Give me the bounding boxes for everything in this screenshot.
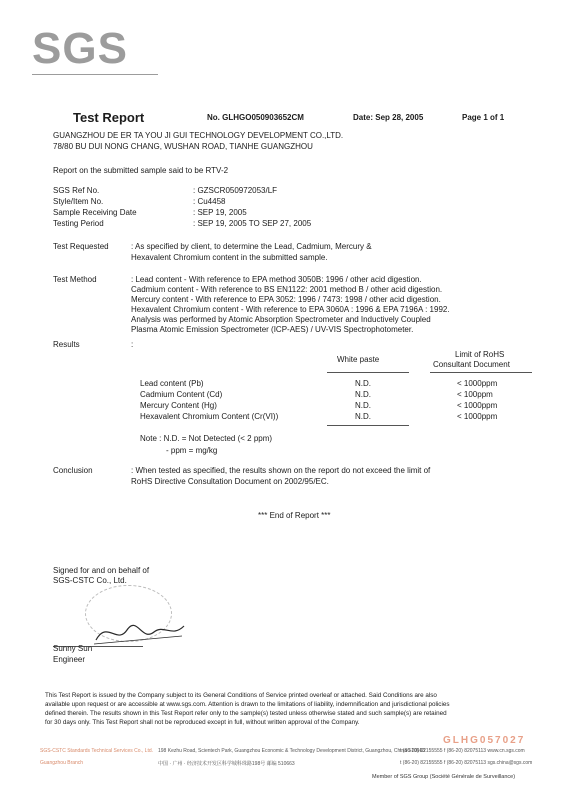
client-address: 78/80 BU DUI NONG CHANG, WUSHAN ROAD, TIANHE GUANGZHOU — [53, 142, 313, 151]
conclusion-text: RoHS Directive Consultation Document on 2002/95/EC. — [131, 477, 329, 486]
footer-branch: Guangzhou Branch — [40, 760, 84, 766]
disclaimer-line: This Test Report is issued by the Company subject to its General Conditions of Service printed overleaf or attached. Said Conditions are also — [45, 692, 437, 699]
member-statement: Member of SGS Group (Société Générale de Surveillance) — [372, 774, 516, 780]
col-limit-header: Limit of RoHS — [455, 350, 505, 359]
sgs-logo: SGS — [32, 24, 128, 73]
signer-title: Engineer — [53, 655, 86, 664]
info-value: : GZSCR050972053/LF — [193, 186, 278, 195]
conclusion-label: Conclusion — [53, 466, 93, 475]
test-requested-text: Hexavalent Chromium content in the submitted sample. — [131, 253, 328, 262]
col-sample-header: White paste — [337, 355, 380, 364]
client-name: GUANGZHOU DE ER TA YOU JI GUI TECHNOLOGY DEVELOPMENT CO.,LTD. — [53, 131, 344, 140]
col-limit-header: Consultant Document — [433, 360, 510, 369]
table-bottom-rule — [327, 425, 409, 426]
test-method-label: Test Method — [53, 275, 97, 284]
test-requested-text: : As specified by client, to determine the Lead, Cadmium, Mercury & — [131, 242, 372, 251]
test-method-text: : Lead content - With reference to EPA method 3050B: 1996 / other acid digestion. — [131, 275, 422, 284]
info-label: Sample Receiving Date — [53, 208, 137, 217]
sample-description: Report on the submitted sample said to be RTV-2 — [53, 166, 229, 175]
info-value: : SEP 19, 2005 TO SEP 27, 2005 — [193, 219, 312, 228]
result-item: Lead content (Pb) — [140, 379, 204, 388]
page-indicator: Page 1 of 1 — [462, 113, 505, 122]
result-item: Hexavalent Chromium Content (Cr(VI)) — [140, 412, 279, 421]
result-limit: < 1000ppm — [457, 412, 498, 421]
report-number: No. GLHGO050903652CM — [207, 113, 304, 122]
results-note: - ppm = mg/kg — [166, 446, 218, 455]
disclaimer-line: defined therein. The results shown in this Test Report refer only to the sample(s) tested unless otherwise stated and such sample(s) are retained — [45, 710, 447, 717]
end-of-report: *** End of Report *** — [258, 511, 331, 520]
result-limit: < 100ppm — [457, 390, 493, 399]
signer-name: Sunny Sun — [53, 644, 93, 653]
test-method-text: Hexavalent Chromium content - With reference to EPA 3060A : 1996 & EPA 7196A : 1992. — [131, 305, 450, 314]
info-label: Testing Period — [53, 219, 104, 228]
document-serial-number: GLHG057027 — [443, 735, 526, 746]
logo-underline — [32, 74, 158, 75]
header-rule — [430, 372, 532, 373]
result-value: N.D. — [355, 379, 371, 388]
footer-contact: t (86-20) 82155555 f (86-20) 82075113 www.cn.sgs.com — [400, 748, 525, 754]
footer-company: SGS-CSTC Standards Technical Services Co., Ltd. — [40, 748, 154, 754]
handwritten-signature — [92, 600, 187, 650]
disclaimer-line: for 30 days only. This Test Report shall not be reproduced except in full, without written approval of the Company. — [45, 719, 360, 726]
footer-address-cn: 中国 · 广州 · 经济技术开发区科学城科珠路198号 邮编 510663 — [158, 761, 295, 767]
header-rule — [327, 372, 409, 373]
results-label: Results — [53, 340, 80, 349]
info-label: SGS Ref No. — [53, 186, 100, 195]
company-label: SGS-CSTC Co., Ltd. — [53, 576, 127, 585]
footer-address: 198 Kezhu Road, Scientech Park, Guangzhou Economic & Technology Development District, Guangzhou, China 510663 — [158, 748, 426, 754]
result-value: N.D. — [355, 401, 371, 410]
result-limit: < 1000ppm — [457, 379, 498, 388]
report-date: Date: Sep 28, 2005 — [353, 113, 424, 122]
result-value: N.D. — [355, 390, 371, 399]
disclaimer-line: available upon request or are accessible at www.sgs.com. Attention is drawn to the limitations of liability, indemnification and jurisdictional policies — [45, 701, 450, 708]
result-limit: < 1000ppm — [457, 401, 498, 410]
info-value: : Cu4458 — [193, 197, 226, 206]
results-note: Note : N.D. = Not Detected (< 2 ppm) — [140, 434, 273, 443]
test-method-text: Mercury content - With reference to EPA 3052: 1996 / 7473: 1998 / other acid digestion. — [131, 295, 441, 304]
conclusion-text: : When tested as specified, the results shown on the report do not exceed the limit of — [131, 466, 431, 475]
info-label: Style/Item No. — [53, 197, 104, 206]
test-method-text: Cadmium content - With reference to BS EN1122: 2001 method B / other acid digestion. — [131, 285, 443, 294]
footer-contact: t (86-20) 82155555 f (86-20) 82075113 sgs.china@sgs.com — [400, 760, 533, 766]
result-value: N.D. — [355, 412, 371, 421]
signed-for-label: Signed for and on behalf of — [53, 566, 150, 575]
result-item: Cadmium Content (Cd) — [140, 390, 223, 399]
report-title: Test Report — [73, 110, 145, 125]
test-requested-label: Test Requested — [53, 242, 109, 251]
test-method-text: Plasma Atomic Emission Spectrometer (ICP-AES) / UV-VIS Spectrophotometer. — [131, 325, 414, 334]
result-item: Mercury Content (Hg) — [140, 401, 217, 410]
info-value: : SEP 19, 2005 — [193, 208, 247, 217]
results-colon: : — [131, 340, 134, 349]
test-method-text: Analysis was performed by Atomic Absorption Spectrometer and Inductively Coupled — [131, 315, 431, 324]
